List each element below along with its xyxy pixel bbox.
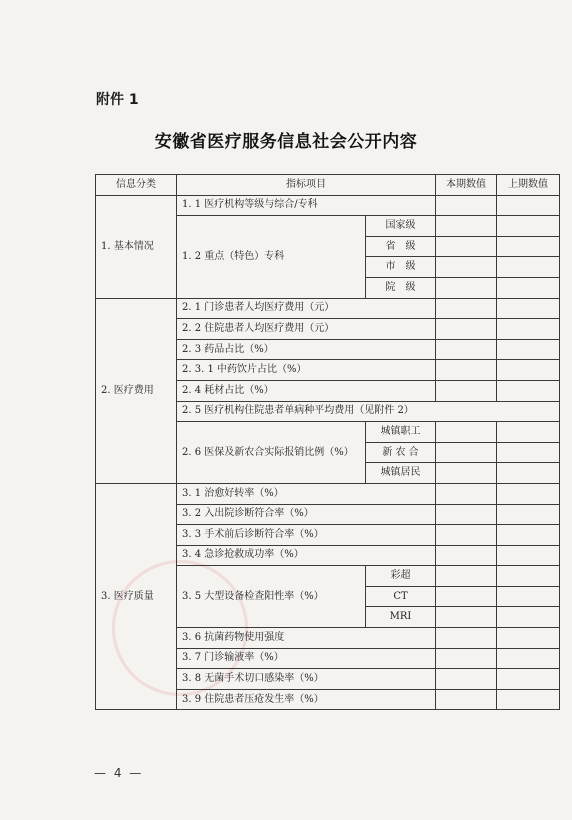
previous-value-cell[interactable] xyxy=(497,586,560,607)
page-number: — 4 — xyxy=(94,766,144,780)
current-value-cell[interactable] xyxy=(436,545,497,566)
indicator-3-1: 3. 1 治愈好转率（%） xyxy=(177,483,436,504)
indicator-1-2: 1. 2 重点（特色）专科 xyxy=(177,216,366,298)
current-value-cell[interactable] xyxy=(436,339,497,360)
current-value-cell[interactable] xyxy=(436,628,497,649)
table-row xyxy=(96,298,560,319)
previous-value-cell[interactable] xyxy=(497,483,560,504)
previous-value-cell[interactable] xyxy=(497,257,560,278)
current-value-cell[interactable] xyxy=(436,319,497,340)
header-previous-value: 上期数值 xyxy=(497,175,560,196)
current-value-cell[interactable] xyxy=(436,648,497,669)
category-quality: 3. 医疗质量 xyxy=(96,483,177,710)
header-current-value: 本期数值 xyxy=(436,175,497,196)
current-value-cell[interactable] xyxy=(436,360,497,381)
previous-value-cell[interactable] xyxy=(497,195,560,216)
previous-value-cell[interactable] xyxy=(497,360,560,381)
current-value-cell[interactable] xyxy=(436,422,497,443)
category-basic: 1. 基本情况 xyxy=(96,195,177,298)
indicator-2-6: 2. 6 医保及新农合实际报销比例（%） xyxy=(177,422,366,484)
current-value-cell[interactable] xyxy=(436,195,497,216)
level-hospital: 院 级 xyxy=(366,277,436,298)
current-value-cell[interactable] xyxy=(436,380,497,401)
indicator-2-5: 2. 5 医疗机构住院患者单病种平均费用（见附件 2） xyxy=(177,401,560,422)
previous-value-cell[interactable] xyxy=(497,339,560,360)
indicator-3-2: 3. 2 入出院诊断符合率（%） xyxy=(177,504,436,525)
current-value-cell[interactable] xyxy=(436,669,497,690)
equipment-mri: MRI xyxy=(366,607,436,628)
previous-value-cell[interactable] xyxy=(497,669,560,690)
current-value-cell[interactable] xyxy=(436,236,497,257)
previous-value-cell[interactable] xyxy=(497,277,560,298)
indicator-3-5: 3. 5 大型设备检查阳性率（%） xyxy=(177,566,366,628)
indicator-2-3-1: 2. 3. 1 中药饮片占比（%） xyxy=(177,360,436,381)
previous-value-cell[interactable] xyxy=(497,236,560,257)
current-value-cell[interactable] xyxy=(436,442,497,463)
current-value-cell[interactable] xyxy=(436,689,497,710)
previous-value-cell[interactable] xyxy=(497,504,560,525)
insurance-urban-employee: 城镇职工 xyxy=(366,422,436,443)
table-header-row xyxy=(96,175,560,196)
indicator-3-8: 3. 8 无菌手术切口感染率（%） xyxy=(177,669,436,690)
indicator-3-3: 3. 3 手术前后诊断符合率（%） xyxy=(177,525,436,546)
previous-value-cell[interactable] xyxy=(497,689,560,710)
header-indicator: 指标项目 xyxy=(177,175,436,196)
previous-value-cell[interactable] xyxy=(497,463,560,484)
level-municipal: 市 级 xyxy=(366,257,436,278)
indicator-3-7: 3. 7 门诊输液率（%） xyxy=(177,648,436,669)
indicator-3-6: 3. 6 抗菌药物使用强度 xyxy=(177,628,436,649)
previous-value-cell[interactable] xyxy=(497,216,560,237)
current-value-cell[interactable] xyxy=(436,566,497,587)
attachment-label: 附件 1 xyxy=(96,92,139,108)
previous-value-cell[interactable] xyxy=(497,298,560,319)
previous-value-cell[interactable] xyxy=(497,319,560,340)
current-value-cell[interactable] xyxy=(436,277,497,298)
indicator-3-9: 3. 9 住院患者压疮发生率（%） xyxy=(177,689,436,710)
previous-value-cell[interactable] xyxy=(497,648,560,669)
current-value-cell[interactable] xyxy=(436,483,497,504)
header-category: 信息分类 xyxy=(96,175,177,196)
document-title: 安徽省医疗服务信息社会公开内容 xyxy=(154,132,418,152)
level-national: 国家级 xyxy=(366,216,436,237)
current-value-cell[interactable] xyxy=(436,257,497,278)
indicator-1-1: 1. 1 医疗机构等级与综合/专科 xyxy=(177,195,436,216)
insurance-urban-resident: 城镇居民 xyxy=(366,463,436,484)
previous-value-cell[interactable] xyxy=(497,380,560,401)
current-value-cell[interactable] xyxy=(436,504,497,525)
indicator-table xyxy=(95,174,560,710)
table-row xyxy=(96,195,560,216)
indicator-2-3: 2. 3 药品占比（%） xyxy=(177,339,436,360)
indicator-2-4: 2. 4 耗材占比（%） xyxy=(177,380,436,401)
current-value-cell[interactable] xyxy=(436,607,497,628)
previous-value-cell[interactable] xyxy=(497,628,560,649)
level-provincial: 省 级 xyxy=(366,236,436,257)
current-value-cell[interactable] xyxy=(436,525,497,546)
indicator-3-4: 3. 4 急诊抢救成功率（%） xyxy=(177,545,436,566)
table-row xyxy=(96,483,560,504)
equipment-ultrasound: 彩超 xyxy=(366,566,436,587)
current-value-cell[interactable] xyxy=(436,216,497,237)
previous-value-cell[interactable] xyxy=(497,422,560,443)
indicator-2-1: 2. 1 门诊患者人均医疗费用（元） xyxy=(177,298,436,319)
insurance-rural-coop: 新 农 合 xyxy=(366,442,436,463)
previous-value-cell[interactable] xyxy=(497,566,560,587)
category-cost: 2. 医疗费用 xyxy=(96,298,177,483)
current-value-cell[interactable] xyxy=(436,463,497,484)
equipment-ct: CT xyxy=(366,586,436,607)
previous-value-cell[interactable] xyxy=(497,607,560,628)
previous-value-cell[interactable] xyxy=(497,442,560,463)
current-value-cell[interactable] xyxy=(436,586,497,607)
previous-value-cell[interactable] xyxy=(497,545,560,566)
previous-value-cell[interactable] xyxy=(497,525,560,546)
current-value-cell[interactable] xyxy=(436,298,497,319)
indicator-2-2: 2. 2 住院患者人均医疗费用（元） xyxy=(177,319,436,340)
